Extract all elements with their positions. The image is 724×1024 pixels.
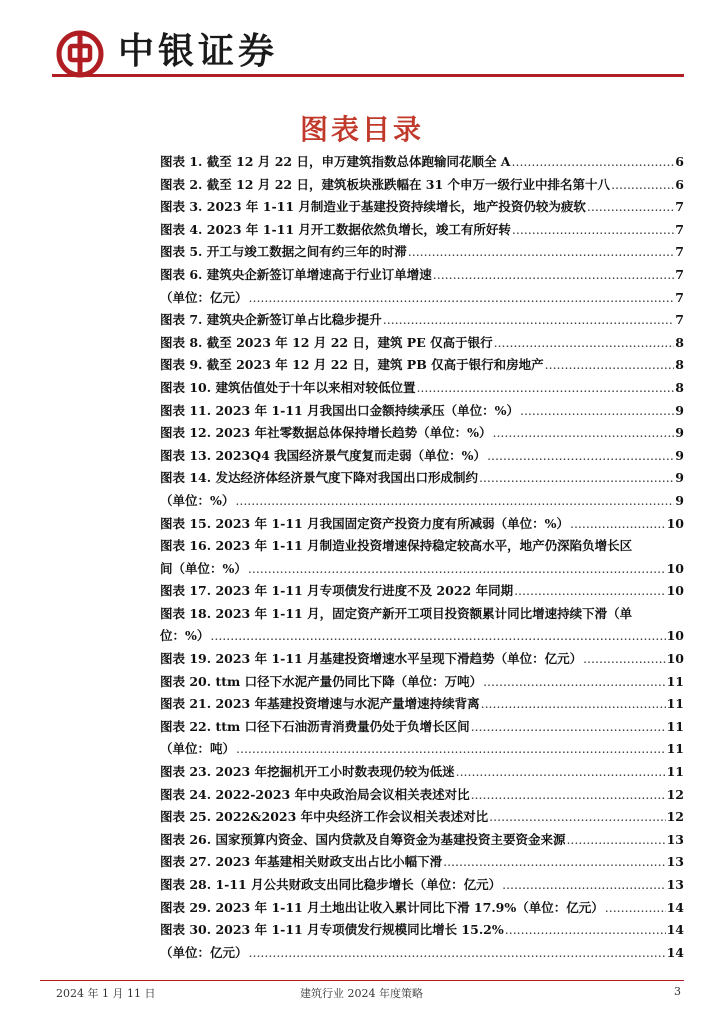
footer-page-number: 3 [674, 985, 681, 998]
toc-entry-page: 7 [675, 266, 684, 282]
bank-logo-icon [56, 30, 104, 78]
toc-entry-text: 图表 20. ttm 口径下水泥产量仍同比下降（单位：万吨） [160, 673, 483, 689]
toc-entry-page: 13 [666, 831, 684, 847]
toc-entry-page: 9 [675, 402, 684, 418]
toc-entry[interactable] [160, 807, 684, 830]
toc-entry[interactable] [160, 943, 684, 966]
toc-entry[interactable] [160, 175, 684, 198]
toc-entry-page: 11 [666, 718, 684, 734]
toc-leader-dots [408, 244, 675, 259]
toc-entry-text: 图表 11. 2023 年 1-11 月我国出口金额持续承压（单位：%） [160, 402, 519, 418]
toc-leader-dots [248, 561, 666, 576]
toc-entry-page: 9 [675, 447, 684, 463]
toc-entry-text: 位：%） [160, 628, 210, 644]
table-of-figures [160, 152, 684, 965]
footer-doc-title: 建筑行业 2024 年度策略 [300, 987, 423, 1000]
toc-entry[interactable] [160, 694, 684, 717]
toc-entry-page: 6 [675, 176, 684, 192]
toc-entry-page: 8 [675, 357, 684, 373]
toc-leader-dots [512, 154, 675, 169]
toc-entry-text: 图表 30. 2023 年 1-11 月专项债发行规模同比增长 15.2% [160, 922, 504, 938]
toc-entry-text: 图表 4. 2023 年 1-11 月开工数据依然负增长，竣工有所好转 [160, 221, 511, 237]
toc-leader-dots [443, 854, 666, 869]
toc-entry-page: 7 [675, 199, 684, 215]
toc-entry[interactable] [160, 672, 684, 695]
toc-leader-dots [249, 945, 666, 960]
toc-entry-page: 9 [675, 492, 684, 508]
toc-leader-dots [481, 696, 666, 711]
footer-date: 2024 年 1 月 11 日 [56, 987, 156, 1000]
toc-entry-text: 图表 19. 2023 年 1-11 月基建投资增速水平呈现下滑趋势（单位：亿元） [160, 651, 583, 667]
toc-entry-text: 图表 13. 2023Q4 我国经济景气度复而走弱（单位：%） [160, 447, 487, 463]
toc-entry-text: 图表 12. 2023 年社零数据总体保持增长趋势（单位：%） [160, 425, 492, 441]
toc-entry[interactable] [160, 310, 684, 333]
toc-entry[interactable] [160, 898, 684, 921]
toc-entry[interactable] [160, 423, 684, 446]
toc-entry-page: 10 [666, 515, 684, 531]
toc-entry[interactable] [160, 559, 684, 582]
toc-entry[interactable] [160, 152, 684, 175]
toc-entry-text: 图表 27. 2023 年基建相关财政支出占比小幅下滑 [160, 854, 443, 870]
toc-entry-page: 14 [666, 944, 684, 960]
toc-entry-text: 图表 25. 2022&2023 年中央经济工作会议相关表述对比 [160, 809, 489, 825]
toc-entry-text: 图表 3. 2023 年 1-11 月制造业于基建投资持续增长，地产投资仍较为疲软 [160, 199, 586, 215]
toc-entry[interactable] [160, 446, 684, 469]
toc-leader-dots [505, 922, 666, 937]
toc-entry-text: 图表 28. 1-11 月公共财政支出同比稳步增长（单位：亿元） [160, 877, 502, 892]
toc-entry-page: 14 [666, 922, 684, 938]
toc-leader-dots [489, 809, 665, 824]
toc-leader-dots [471, 719, 666, 734]
toc-entry-page: 10 [666, 560, 684, 576]
toc-entry[interactable] [160, 830, 684, 853]
toc-entry-text: 图表 21. 2023 年基建投资增速与水泥产量增速持续背离 [160, 696, 480, 712]
toc-entry-page: 14 [666, 899, 684, 915]
toc-entry-text: 图表 6. 建筑央企新签订单增速高于行业订单增速 [160, 266, 432, 282]
toc-entry[interactable] [160, 355, 684, 378]
toc-entry[interactable] [160, 220, 684, 243]
toc-entry-text: 图表 17. 2023 年 1-11 月专项债发行进度不及 2022 年同期 [160, 583, 514, 599]
toc-entry-text: 图表 7. 建筑央企新签订单占比稳步提升 [160, 312, 382, 328]
toc-entry-text: 图表 8. 截至 2023 年 12 月 22 日，建筑 PE 仅高于银行 [160, 334, 493, 350]
toc-leader-dots [587, 199, 674, 214]
toc-entry[interactable] [160, 762, 684, 785]
toc-entry-page: 7 [675, 221, 684, 237]
toc-entry[interactable] [160, 265, 684, 288]
toc-leader-dots [502, 877, 666, 892]
toc-entry-page: 11 [666, 673, 684, 689]
toc-entry-page: 10 [666, 651, 684, 667]
toc-entry-text: 图表 1. 截至 12 月 22 日，申万建筑指数总体跑输同花顺全 A [160, 154, 511, 169]
toc-leader-dots [235, 493, 674, 508]
toc-leader-dots [383, 312, 675, 327]
toc-entry[interactable] [160, 401, 684, 424]
toc-entry-text: 图表 16. 2023 年 1-11 月制造业投资增速保持稳定较高水平，地产仍深陷负增长区 [160, 538, 633, 554]
toc-entry[interactable] [160, 852, 684, 875]
toc-leader-dots [545, 357, 675, 372]
toc-leader-dots [570, 516, 666, 531]
toc-entry-text: 图表 23. 2023 年挖掘机开工小时数表现仍较为低迷 [160, 764, 455, 780]
toc-entry[interactable] [160, 581, 684, 604]
toc-leader-dots [611, 177, 674, 192]
toc-entry[interactable] [160, 920, 684, 943]
toc-entry[interactable] [160, 717, 684, 740]
toc-entry-text: 图表 18. 2023 年 1-11 月，固定资产新开工项目投资额累计同比增速持续下滑（单 [160, 605, 633, 621]
toc-entry-text: （单位：吨） [160, 741, 236, 757]
toc-entry[interactable] [160, 514, 684, 537]
toc-entry[interactable] [160, 333, 684, 356]
toc-leader-dots [487, 448, 674, 463]
toc-entry-page: 12 [666, 786, 684, 802]
toc-entry-text: 图表 14. 发达经济体经济景气度下降对我国出口形成制约 [160, 470, 478, 486]
toc-entry-text: 图表 29. 2023 年 1-11 月土地出让收入累计同比下滑 17.9%（单位：亿元） [160, 899, 604, 915]
toc-leader-dots [416, 380, 674, 395]
footer-divider [40, 980, 684, 981]
toc-entry-text: （单位：亿元） [160, 944, 248, 960]
toc-entry-page: 13 [666, 877, 684, 892]
toc-entry-text: 图表 26. 国家预算内资金、国内贷款及自筹资金为基建投资主要资金来源 [160, 831, 566, 847]
toc-entry-page: 7 [675, 244, 684, 260]
toc-entry[interactable] [160, 197, 684, 220]
toc-entry[interactable] [160, 491, 684, 514]
toc-entry[interactable] [160, 288, 684, 311]
toc-entry-text: 图表 5. 开工与竣工数据之间有约三年的时滞 [160, 244, 407, 260]
toc-leader-dots [605, 900, 666, 915]
toc-entry-page: 6 [675, 154, 684, 169]
page-title: 图表目录 [299, 113, 424, 146]
toc-leader-dots [483, 674, 666, 689]
toc-entry-page: 8 [675, 379, 684, 395]
toc-leader-dots [566, 832, 665, 847]
toc-leader-dots [456, 764, 666, 779]
toc-leader-dots [512, 222, 674, 237]
toc-leader-dots [494, 335, 675, 350]
toc-entry-page: 11 [666, 741, 684, 757]
toc-entry-page: 11 [666, 696, 684, 712]
toc-entry-text: 图表 10. 建筑估值处于十年以来相对较低位置 [160, 379, 416, 395]
toc-entry-text: 图表 22. ttm 口径下石油沥青消费量仍处于负增长区间 [160, 718, 470, 734]
toc-entry-text: 图表 15. 2023 年 1-11 月我国固定资产投资力度有所减弱（单位：%） [160, 515, 569, 531]
toc-leader-dots [479, 470, 674, 485]
toc-entry-page: 10 [666, 583, 684, 599]
toc-leader-dots [492, 425, 674, 440]
header-divider [52, 74, 684, 77]
toc-entry[interactable] [160, 378, 684, 401]
toc-entry-text: 间（单位：%） [160, 560, 247, 576]
toc-entry-page: 9 [675, 470, 684, 486]
page-header [44, 24, 684, 88]
toc-leader-dots [249, 290, 675, 305]
brand-name: 中银证券 [118, 31, 279, 72]
toc-entry[interactable] [160, 242, 684, 265]
toc-leader-dots [433, 267, 675, 282]
toc-entry[interactable] [160, 626, 684, 649]
toc-leader-dots [520, 403, 674, 418]
toc-entry-page: 12 [666, 809, 684, 825]
toc-entry-page: 13 [666, 854, 684, 870]
toc-entry[interactable] [160, 875, 684, 898]
toc-entry-text: （单位：亿元） [160, 289, 248, 305]
toc-entry-page: 7 [675, 312, 684, 328]
toc-entry-page: 7 [675, 289, 684, 305]
toc-entry-text: （单位：%） [160, 492, 235, 508]
toc-entry-text: 图表 9. 截至 2023 年 12 月 22 日，建筑 PB 仅高于银行和房地产 [160, 357, 544, 373]
toc-entry[interactable] [160, 649, 684, 672]
toc-entry[interactable] [160, 785, 684, 808]
toc-entry-page: 9 [675, 425, 684, 441]
toc-entry-page: 10 [666, 628, 684, 644]
toc-entry-text: 图表 2. 截至 12 月 22 日，建筑板块涨跌幅在 31 个申万一级行业中排名第十八 [160, 176, 611, 192]
toc-leader-dots [210, 628, 665, 643]
toc-leader-dots [236, 741, 666, 756]
toc-leader-dots [583, 651, 666, 666]
toc-entry[interactable] [160, 468, 684, 491]
toc-leader-dots [514, 583, 666, 598]
toc-entry[interactable] [160, 739, 684, 762]
toc-entry-page: 8 [675, 334, 684, 350]
toc-entry-text: 图表 24. 2022-2023 年中央政治局会议相关表述对比 [160, 786, 470, 802]
toc-entry[interactable] [160, 536, 684, 559]
toc-leader-dots [471, 787, 666, 802]
toc-entry[interactable] [160, 604, 684, 627]
toc-entry-page: 11 [666, 764, 684, 780]
